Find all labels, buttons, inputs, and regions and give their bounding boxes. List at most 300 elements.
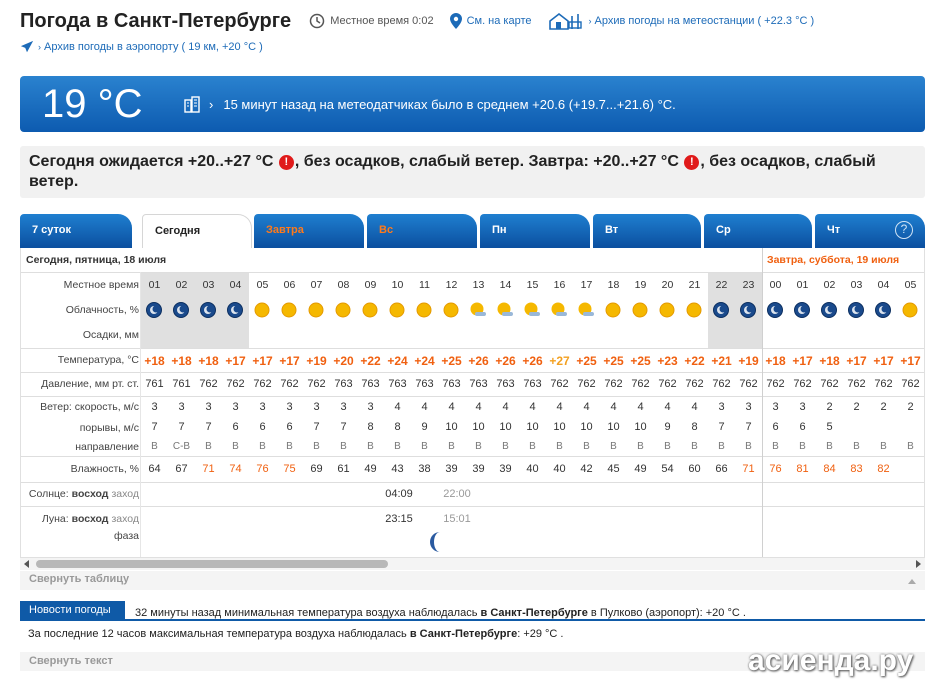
row-label-gusts: порывы, м/с — [79, 422, 139, 434]
tab-day[interactable]: Вс — [367, 214, 477, 248]
humidity-cell: 71 — [742, 463, 755, 475]
gust-cell: 6 — [259, 421, 266, 433]
news-city: в Санкт-Петербурге — [480, 607, 588, 619]
humidity-cell: 39 — [499, 463, 512, 475]
direction-cell: В — [367, 441, 374, 452]
airport-archive-label[interactable]: Архив погоды в аэропорту ( 19 км, +20 °C ) — [44, 41, 263, 53]
row-label-time: Местное время — [63, 279, 139, 291]
temp-cell: +21 — [711, 354, 732, 368]
direction-cell: В — [313, 441, 320, 452]
sun-icon — [631, 301, 649, 319]
temp-cell: +17 — [900, 354, 921, 368]
help-icon[interactable]: ? — [895, 221, 913, 239]
partly-cloudy-icon — [577, 301, 595, 319]
tab-day[interactable]: Пн — [480, 214, 590, 248]
pressure-cell: 763 — [523, 378, 542, 390]
pressure-cell: 763 — [442, 378, 461, 390]
hour-cell: 00 — [769, 279, 782, 291]
pressure-cell: 762 — [766, 378, 785, 390]
clear-night-icon — [874, 301, 892, 319]
clear-night-icon — [820, 301, 838, 319]
map-link[interactable] — [450, 13, 532, 29]
humidity-cell: 81 — [796, 463, 809, 475]
page-title: Погода в Санкт-Петербурге — [20, 9, 292, 32]
news-text: 32 минуты назад минимальная температура воздуха наблюдалась — [135, 607, 481, 619]
direction-cell: В — [772, 441, 779, 452]
sun-icon — [334, 301, 352, 319]
row-label-temp: Температура, °C — [57, 354, 139, 366]
temp-cell: +22 — [684, 354, 705, 368]
direction-cell: В — [286, 441, 293, 452]
airport-archive-link[interactable]: › Архив погоды в аэропорту ( 19 км, +20 °C ) — [20, 40, 263, 54]
wind-cell: 4 — [610, 401, 617, 413]
temp-cell: +20 — [333, 354, 354, 368]
local-time — [309, 13, 433, 29]
sun-icon — [388, 301, 406, 319]
row-label-precip: Осадки, мм — [82, 329, 139, 341]
forecast-today: Сегодня ожидается +20..+27 °C — [29, 153, 274, 170]
station-archive-link[interactable]: › Архив погоды на метеостанции ( +22.3 °C ) — [548, 12, 815, 30]
hour-cell: 05 — [904, 279, 917, 291]
temp-cell: +17 — [792, 354, 813, 368]
wind-cell: 4 — [691, 401, 698, 413]
temp-cell: +17 — [846, 354, 867, 368]
pressure-cell: 762 — [874, 378, 893, 390]
gust-cell: 10 — [553, 421, 566, 433]
direction-cell: В — [664, 441, 671, 452]
row-label-humidity: Влажность, % — [70, 463, 139, 475]
direction-cell: В — [232, 441, 239, 452]
forecast-tail: , без осадков, слабый ветер. — [29, 153, 876, 190]
temp-cell: +25 — [441, 354, 462, 368]
pressure-cell: 763 — [415, 378, 434, 390]
hour-cell: 09 — [364, 279, 377, 291]
humidity-cell: 49 — [364, 463, 377, 475]
temp-cell: +22 — [360, 354, 381, 368]
station-archive-label[interactable]: Архив погоды на метеостанции ( +22.3 °C ) — [594, 15, 815, 27]
humidity-cell: 60 — [688, 463, 701, 475]
wind-cell: 4 — [394, 401, 401, 413]
pressure-cell: 762 — [577, 378, 596, 390]
hour-cell: 06 — [283, 279, 296, 291]
wind-cell: 3 — [205, 401, 212, 413]
sun-icon — [901, 301, 919, 319]
partly-cloudy-icon — [469, 301, 487, 319]
clear-night-icon — [793, 301, 811, 319]
row-label-moon — [21, 513, 139, 525]
wind-cell: 4 — [583, 401, 590, 413]
temp-cell: +18 — [171, 354, 192, 368]
wind-cell: 4 — [475, 401, 482, 413]
humidity-cell: 49 — [634, 463, 647, 475]
wind-cell: 4 — [448, 401, 455, 413]
moon-phase-icon — [428, 532, 442, 552]
partly-cloudy-icon — [496, 301, 514, 319]
wind-cell: 4 — [664, 401, 671, 413]
wind-cell: 3 — [799, 401, 806, 413]
row-label-direction: направление — [75, 441, 139, 453]
humidity-cell: 39 — [472, 463, 485, 475]
warning-icon[interactable]: ! — [279, 155, 294, 170]
sun-icon — [604, 301, 622, 319]
sun-icon — [415, 301, 433, 319]
partly-cloudy-icon — [550, 301, 568, 319]
gust-cell: 10 — [526, 421, 539, 433]
temp-cell: +17 — [873, 354, 894, 368]
hour-cell: 01 — [796, 279, 809, 291]
hour-cell: 02 — [823, 279, 836, 291]
page-header — [20, 9, 830, 33]
humidity-cell: 39 — [445, 463, 458, 475]
humidity-cell: 40 — [526, 463, 539, 475]
temp-cell: +26 — [522, 354, 543, 368]
temp-cell: +17 — [252, 354, 273, 368]
humidity-cell: 43 — [391, 463, 404, 475]
hour-cell: 18 — [607, 279, 620, 291]
humidity-cell: 75 — [283, 463, 296, 475]
gust-cell: 7 — [151, 421, 158, 433]
collapse-table-label[interactable]: Свернуть таблицу — [29, 573, 130, 585]
humidity-cell: 66 — [715, 463, 728, 475]
pressure-cell: 762 — [226, 378, 245, 390]
hour-cell: 17 — [580, 279, 593, 291]
pressure-cell: 761 — [145, 378, 164, 390]
temp-cell: +19 — [738, 354, 759, 368]
weather-table — [20, 248, 925, 558]
humidity-cell: 71 — [202, 463, 215, 475]
buildings-icon — [183, 95, 201, 113]
hour-cell: 01 — [148, 279, 161, 291]
pressure-cell: 762 — [739, 378, 758, 390]
direction-cell: С-В — [172, 441, 191, 452]
news-divider — [20, 619, 925, 621]
hour-cell: 16 — [553, 279, 566, 291]
date-tomorrow: Завтра, суббота, 19 июля — [767, 254, 900, 266]
clear-night-icon — [145, 301, 163, 319]
tab-day[interactable]: Вт — [593, 214, 701, 248]
temp-cell: +17 — [225, 354, 246, 368]
gust-cell: 7 — [313, 421, 320, 433]
news-text: в Пулково (аэропорт): +20 °C . — [587, 607, 746, 619]
row-label-pressure: Давление, мм рт. ст. — [41, 378, 139, 390]
map-link-label[interactable]: См. на карте — [466, 15, 532, 27]
news-text: : +29 °C . — [517, 628, 564, 640]
temp-cell: +25 — [576, 354, 597, 368]
scroll-left-icon[interactable] — [22, 558, 32, 570]
current-temperature: 19 °C — [42, 81, 143, 126]
tab-day[interactable]: Ср — [704, 214, 812, 248]
clear-night-icon — [226, 301, 244, 319]
direction-cell: В — [448, 441, 455, 452]
sun-icon — [253, 301, 271, 319]
collapse-up-icon[interactable] — [907, 577, 917, 585]
row-divider — [21, 272, 925, 273]
clear-night-icon — [847, 301, 865, 319]
direction-cell: В — [718, 441, 725, 452]
row-divider — [21, 506, 925, 507]
pressure-cell: 763 — [334, 378, 353, 390]
gust-cell: 8 — [394, 421, 401, 433]
temp-cell: +24 — [414, 354, 435, 368]
direction-cell: В — [907, 441, 914, 452]
gust-cell: 7 — [205, 421, 212, 433]
clock-icon — [309, 13, 325, 29]
gust-cell: 10 — [445, 421, 458, 433]
temp-cell: +27 — [549, 354, 570, 368]
watermark: асиенда.ру — [748, 644, 914, 677]
wind-cell: 2 — [907, 401, 914, 413]
news-item — [135, 607, 746, 619]
wind-cell: 2 — [853, 401, 860, 413]
humidity-cell: 84 — [823, 463, 836, 475]
hour-cell: 02 — [175, 279, 188, 291]
local-time-text: Местное время 0:02 — [330, 15, 434, 27]
scroll-right-icon[interactable] — [913, 558, 923, 570]
humidity-cell: 82 — [877, 463, 890, 475]
temp-cell: +18 — [819, 354, 840, 368]
pressure-cell: 762 — [550, 378, 569, 390]
news-city: в Санкт-Петербурге — [409, 628, 518, 640]
pressure-cell: 763 — [388, 378, 407, 390]
humidity-cell: 38 — [418, 463, 431, 475]
wind-cell: 3 — [340, 401, 347, 413]
direction-cell: В — [151, 441, 158, 452]
direction-cell: В — [259, 441, 266, 452]
pressure-cell: 762 — [820, 378, 839, 390]
pressure-cell: 762 — [847, 378, 866, 390]
hour-cell: 10 — [391, 279, 404, 291]
temp-cell: +18 — [144, 354, 165, 368]
wind-cell: 2 — [826, 401, 833, 413]
humidity-cell: 76 — [769, 463, 782, 475]
row-label-sun — [21, 488, 139, 500]
wind-cell: 3 — [151, 401, 158, 413]
row-divider — [21, 482, 925, 483]
gust-cell: 7 — [340, 421, 347, 433]
pressure-cell: 762 — [253, 378, 272, 390]
humidity-cell: 42 — [580, 463, 593, 475]
wind-cell: 3 — [745, 401, 752, 413]
gust-cell: 7 — [745, 421, 752, 433]
sunrise-time: 04:09 — [385, 488, 413, 500]
wind-cell: 4 — [529, 401, 536, 413]
sun-icon — [307, 301, 325, 319]
direction-cell: В — [826, 441, 833, 452]
clear-night-icon — [739, 301, 757, 319]
temp-cell: +23 — [657, 354, 678, 368]
gust-cell: 10 — [634, 421, 647, 433]
hour-cell: 03 — [202, 279, 215, 291]
humidity-cell: 61 — [337, 463, 350, 475]
sunset-time: 22:00 — [443, 488, 471, 500]
sun-icon — [280, 301, 298, 319]
label-part: заход — [111, 513, 139, 525]
gust-cell: 10 — [499, 421, 512, 433]
pressure-cell: 762 — [604, 378, 623, 390]
wind-cell: 2 — [880, 401, 887, 413]
scroll-thumb[interactable] — [36, 560, 388, 568]
current-weather-bar — [20, 76, 925, 132]
weather-station-icon — [548, 12, 584, 30]
gust-cell: 9 — [664, 421, 671, 433]
hour-cell: 22 — [715, 279, 728, 291]
moonrise-time: 23:15 — [385, 513, 413, 525]
hour-cell: 14 — [499, 279, 512, 291]
pressure-cell: 763 — [496, 378, 515, 390]
temp-cell: +18 — [198, 354, 219, 368]
clear-night-icon — [172, 301, 190, 319]
humidity-cell: 64 — [148, 463, 161, 475]
wind-cell: 3 — [286, 401, 293, 413]
gust-cell: 9 — [421, 421, 428, 433]
pressure-cell: 762 — [280, 378, 299, 390]
forecast-tomorrow: , без осадков, слабый ветер. Завтра: +20..+27 °C — [294, 153, 679, 170]
map-pin-icon — [450, 13, 462, 29]
wind-cell: 3 — [367, 401, 374, 413]
hour-cell: 12 — [445, 279, 458, 291]
humidity-cell: 45 — [607, 463, 620, 475]
direction-cell: В — [853, 441, 860, 452]
direction-cell: В — [880, 441, 887, 452]
pressure-cell: 763 — [361, 378, 380, 390]
pressure-cell: 763 — [469, 378, 488, 390]
humidity-cell: 54 — [661, 463, 674, 475]
row-divider — [21, 456, 925, 457]
pressure-cell: 762 — [685, 378, 704, 390]
label-part: восход — [71, 488, 109, 500]
label-part: Солнце: — [28, 488, 69, 500]
table-scrollbar[interactable] — [20, 558, 925, 570]
temp-cell: +25 — [630, 354, 651, 368]
hour-cell: 04 — [877, 279, 890, 291]
clear-night-icon — [766, 301, 784, 319]
temp-cell: +19 — [306, 354, 327, 368]
hour-cell: 04 — [229, 279, 242, 291]
label-part: Луна: — [41, 513, 69, 525]
collapse-text-label[interactable]: Свернуть текст — [29, 655, 113, 667]
collapse-table-button[interactable] — [20, 571, 925, 590]
direction-cell: В — [610, 441, 617, 452]
tab-day[interactable]: Завтра — [254, 214, 364, 248]
pressure-cell: 762 — [658, 378, 677, 390]
gust-cell: 10 — [472, 421, 485, 433]
wind-cell: 4 — [502, 401, 509, 413]
wind-cell: 4 — [421, 401, 428, 413]
gust-cell: 5 — [826, 421, 833, 433]
tab-day[interactable]: 7 суток — [20, 214, 132, 248]
date-today: Сегодня, пятница, 18 июля — [26, 254, 167, 266]
hour-cell: 11 — [419, 279, 430, 291]
hour-cell: 07 — [310, 279, 323, 291]
row-label-clouds: Облачность, % — [65, 304, 139, 316]
humidity-cell: 69 — [310, 463, 323, 475]
forecast-summary — [20, 146, 925, 198]
partly-cloudy-icon — [523, 301, 541, 319]
hour-cell: 15 — [526, 279, 539, 291]
label-part: восход — [71, 513, 109, 525]
temp-cell: +26 — [495, 354, 516, 368]
humidity-cell: 40 — [553, 463, 566, 475]
row-divider — [21, 372, 925, 373]
hour-cell: 08 — [337, 279, 350, 291]
pressure-cell: 762 — [793, 378, 812, 390]
direction-cell: В — [205, 441, 212, 452]
hour-cell: 20 — [661, 279, 674, 291]
wind-cell: 3 — [259, 401, 266, 413]
hour-cell: 03 — [850, 279, 863, 291]
label-part: заход — [111, 488, 139, 500]
news-item — [28, 628, 564, 640]
clear-night-icon — [199, 301, 217, 319]
direction-cell: В — [745, 441, 752, 452]
wind-cell: 4 — [637, 401, 644, 413]
temp-cell: +18 — [765, 354, 786, 368]
temp-cell: +25 — [603, 354, 624, 368]
pressure-cell: 762 — [631, 378, 650, 390]
direction-cell: В — [529, 441, 536, 452]
gust-cell: 7 — [718, 421, 725, 433]
gust-cell: 10 — [607, 421, 620, 433]
gust-cell: 6 — [232, 421, 239, 433]
row-divider — [21, 396, 925, 397]
direction-cell: В — [556, 441, 563, 452]
pressure-cell: 762 — [307, 378, 326, 390]
label-divider — [140, 272, 141, 558]
pressure-cell: 762 — [712, 378, 731, 390]
tab-day[interactable]: Чт — [815, 214, 925, 248]
gust-cell: 6 — [799, 421, 806, 433]
temp-cell: +26 — [468, 354, 489, 368]
direction-cell: В — [502, 441, 509, 452]
news-text: За последние 12 часов максимальная температура воздуха наблюдалась — [28, 628, 410, 640]
direction-cell: В — [340, 441, 347, 452]
day-tabs — [20, 214, 925, 248]
clear-night-icon — [712, 301, 730, 319]
direction-cell: В — [475, 441, 482, 452]
humidity-cell: 74 — [229, 463, 242, 475]
sun-icon — [658, 301, 676, 319]
humidity-cell: 67 — [175, 463, 188, 475]
temp-cell: +24 — [387, 354, 408, 368]
hour-cell: 21 — [688, 279, 701, 291]
temp-cell: +17 — [279, 354, 300, 368]
sensor-note: › 15 минут назад на метеодатчиках было в среднем +20.6 (+19.7...+21.6) °C. — [177, 95, 676, 113]
sun-icon — [442, 301, 460, 319]
airplane-icon — [20, 40, 34, 54]
warning-icon[interactable]: ! — [684, 155, 699, 170]
sun-icon — [361, 301, 379, 319]
wind-cell: 3 — [772, 401, 779, 413]
wind-cell: 3 — [313, 401, 320, 413]
direction-cell: В — [394, 441, 401, 452]
wind-cell: 3 — [178, 401, 185, 413]
hour-cell: 13 — [472, 279, 485, 291]
hour-cell: 23 — [742, 279, 755, 291]
direction-cell: В — [421, 441, 428, 452]
humidity-cell: 83 — [850, 463, 863, 475]
sun-icon — [685, 301, 703, 319]
gust-cell: 8 — [691, 421, 698, 433]
direction-cell: В — [799, 441, 806, 452]
row-label-phase: фаза — [113, 530, 139, 542]
row-label-wind: Ветер: скорость, м/с — [40, 401, 139, 413]
tab-day[interactable]: Сегодня — [142, 214, 252, 248]
direction-cell: В — [691, 441, 698, 452]
pressure-cell: 761 — [172, 378, 191, 390]
pressure-cell: 762 — [199, 378, 218, 390]
news-tag: Новости погоды — [20, 601, 125, 620]
row-divider — [21, 348, 925, 349]
